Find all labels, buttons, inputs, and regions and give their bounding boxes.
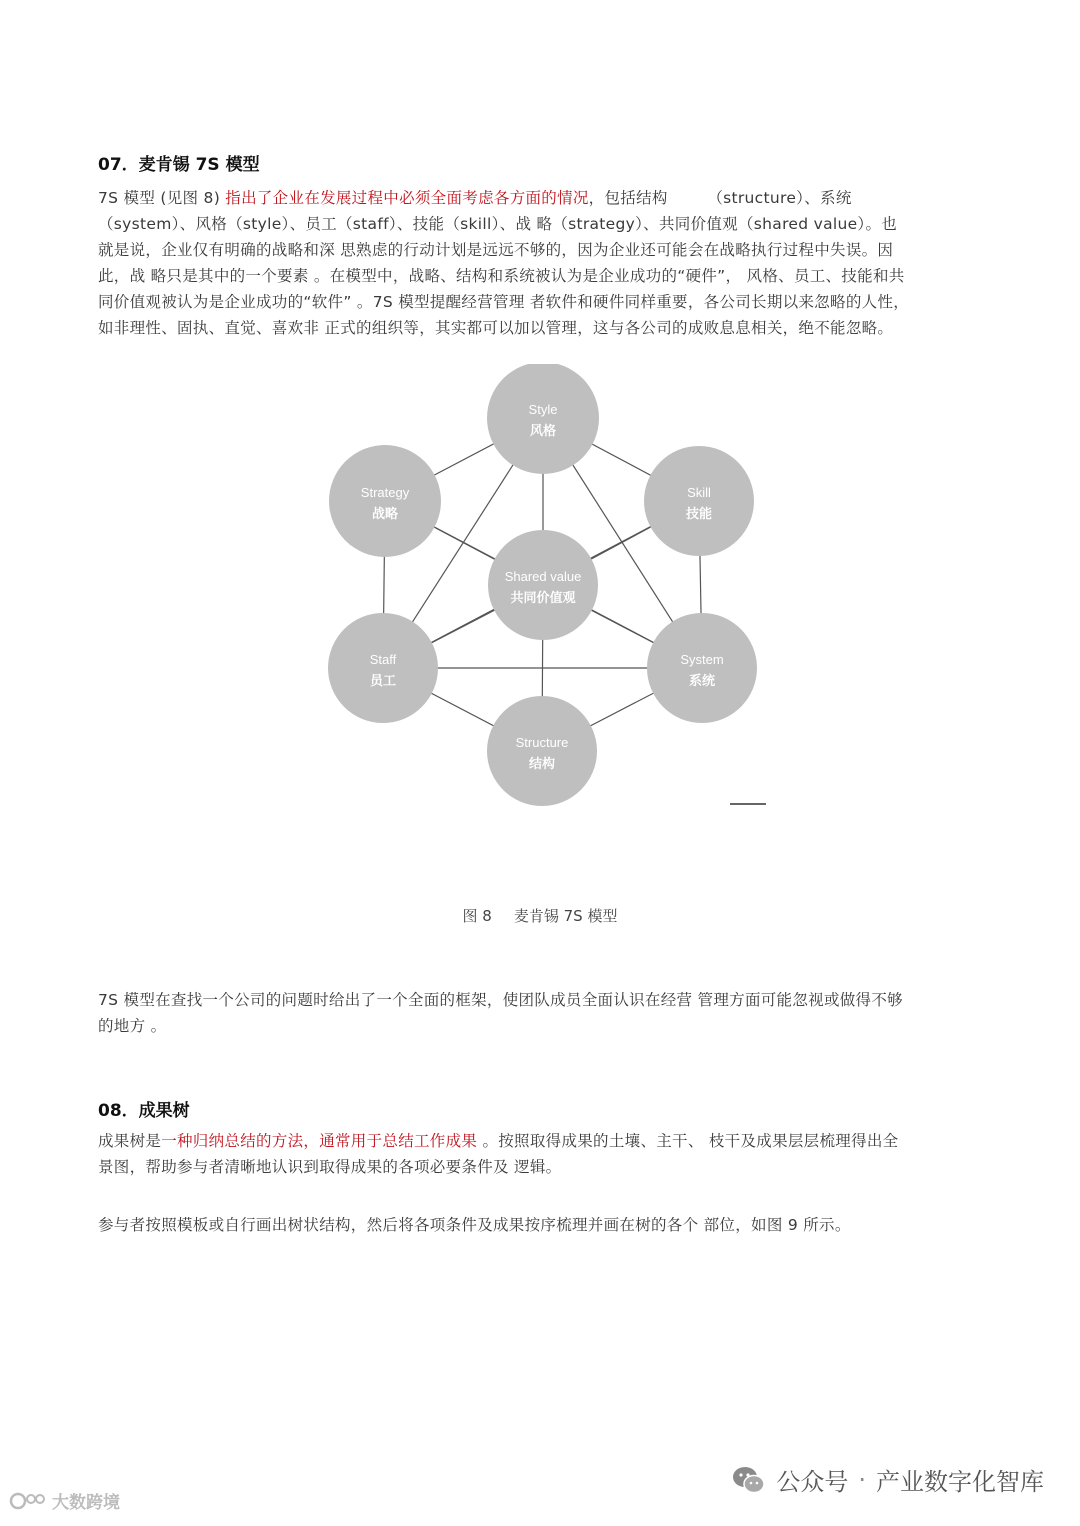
node-label-zh: 技能 [685, 507, 713, 522]
section-08-paragraph-2: 参与者按照模板或自行画出树状结构，然后将各项条件及成果按序梳理并画在树的各个 部位，如图 9 所示。 [98, 1216, 851, 1234]
separator-dot: · [858, 1465, 866, 1494]
node-circle [487, 696, 597, 806]
watermark-right [732, 1462, 1044, 1497]
node-circle [647, 613, 757, 723]
diagram-node-strategy [329, 445, 441, 557]
node-label-en: Style [528, 402, 558, 417]
7s-model-svg [320, 364, 766, 807]
node-label-en: Structure [515, 735, 569, 750]
section-07-paragraph-2: 7S 模型在查找一个公司的问题时给出了一个全面的框架，使团队成员全面认识在经营 管理方面可能忽视或做得不够的地方 。 [98, 991, 903, 1035]
node-label-zh: 共同价值观 [510, 591, 576, 606]
node-label-zh: 员工 [369, 674, 397, 689]
diagram-node-structure [487, 696, 597, 806]
diagram-node-shared-value [488, 530, 598, 640]
node-label-en: Skill [687, 485, 711, 500]
7s-model-diagram [320, 364, 766, 807]
para-text: 7S 模型 (见图 8) [98, 189, 226, 207]
diagram-node-staff [328, 613, 438, 723]
node-label-zh: 系统 [688, 674, 716, 689]
node-label-en: Strategy [360, 485, 410, 500]
wechat-icon [732, 1465, 766, 1495]
diagram-nodes [328, 364, 757, 806]
caption-text: 麦肯锡 7S 模型 [513, 907, 618, 925]
node-circle [644, 446, 754, 556]
node-circle [328, 613, 438, 723]
node-label-zh: 风格 [529, 424, 557, 439]
node-label-zh: 结构 [528, 757, 556, 772]
node-circle [329, 445, 441, 557]
highlighted-text: 一种归纳总结的方法，通常用于总结工作成果 [161, 1132, 478, 1150]
account-label: 公众号 [776, 1468, 849, 1496]
brand-logo-icon [8, 1490, 48, 1512]
node-label-en: System [680, 652, 724, 667]
watermark-left [8, 1488, 120, 1513]
node-label-en: Staff [369, 652, 397, 667]
diagram-node-skill [644, 446, 754, 556]
caption-number: 图 8 [462, 907, 492, 925]
figure-8-caption [0, 905, 1080, 926]
section-07-paragraph-1 [98, 185, 910, 341]
section-08-paragraph-1 [98, 1128, 910, 1180]
node-label-zh: 战略 [371, 507, 399, 522]
highlighted-text: 指出了企业在发展过程中必须全面考虑各方面的情况 [225, 189, 589, 207]
brand-name: 大数跨境 [52, 1493, 120, 1513]
diagram-node-system [647, 613, 757, 723]
account-name: 产业数字化智库 [876, 1468, 1044, 1496]
node-circle [488, 530, 598, 640]
section-07-title: 07．麦肯锡 7S 模型 [98, 155, 260, 175]
para-text: 成果树是 [98, 1132, 162, 1150]
section-08-title: 08．成果树 [98, 1101, 190, 1121]
para-text: ，包括结构 （structure）、系统（system）、风格（style）、员工（staff）、技能（skill）、战 略（strategy）、共同价值观（shared value）。也就是说，企业仅有明确的战略和深 思熟虑的行动计划是远远不够的，因为企业还可能会在战略执行过程中失误。因此，战 略只是其中的一个要素 。在模型中，战略、结构和系统被认为是企业成功的“硬件”， 风格、员工、技能和共同价值观被认为是企业成功的“软件” 。7S 模型提醒经营管理 者软件和硬件同样重要，各公司长期以来忽略的人性，如非理性、固执、直觉、喜欢非 正式的组织等，其实都可以加以管理，这与各公司的成败息息相关，绝不能忽略。 [98, 189, 910, 337]
node-label-en: Shared value [504, 569, 582, 584]
para-text: 。按照取得成果的土壤、主干、 枝干及成果层层梳理得出全景图，帮助参与者清晰地认识到取得成果的各项必要条件及 逻辑。 [98, 1132, 899, 1176]
diagram-node-style [487, 364, 599, 474]
node-circle [487, 364, 599, 474]
